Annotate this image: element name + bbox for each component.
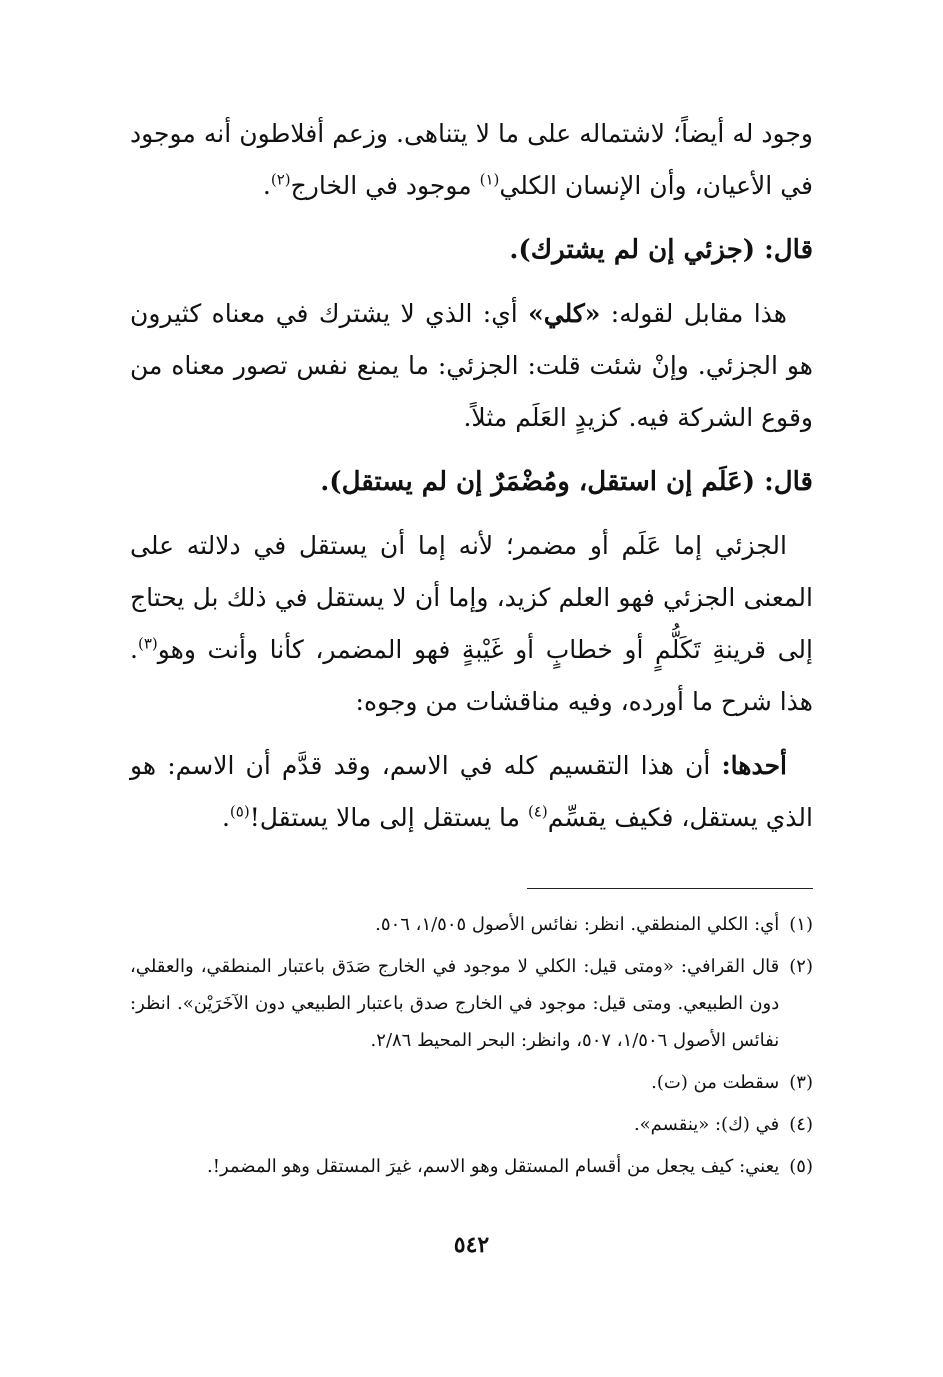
footnotes-block [130, 906, 813, 1190]
footnote-ref-1: (١) [479, 170, 500, 189]
footnote-text: قال القرافي: «ومتى قيل: الكلي لا موجود في الخارج صَدَق باعتبار المنطقي، والعقلي، دون الطبيعي. ومتى قيل: موجود في الخارج صدق باعتبار الطبيعي دون الآخَرَيْن». انظر: نفائس الأصول ١/٥٠٦، ٥٠٧، وانظر: البحر المحيط ٢/٨٦. [130, 956, 780, 1051]
footnote-4 [130, 1106, 813, 1143]
paragraph-4-text-b: ما يستقل إلى مالا يستقل! [249, 803, 528, 832]
paragraph-2-text-a: هذا مقابل لقوله: [600, 299, 787, 328]
paragraph-4-bold-lead: أحدها: [721, 751, 787, 780]
footnote-ref-2: (٢) [270, 170, 291, 189]
paragraph-2-text-b: أي: الذي لا يشترك في معناه كثيرون هو الجزئي. وإنْ شئت قلت: الجزئي: ما يمنع نفس تصور معناه من وقوع الشركة فيه. كزيدٍ العَلَم مثلاً. [130, 299, 813, 432]
footnote-1 [130, 906, 813, 943]
paragraph-2 [130, 288, 813, 444]
paragraph-4 [130, 740, 813, 844]
footnote-number: (١) [789, 914, 813, 935]
footnote-number: (٣) [789, 1072, 813, 1093]
paragraph-4-text-c: . [221, 803, 230, 832]
paragraph-1-text-b: موجود في الخارج [290, 171, 480, 200]
footnote-ref-4: (٤) [527, 802, 548, 821]
paragraph-2-bold-term: «كلي» [528, 299, 601, 328]
footnote-ref-5: (٥) [229, 802, 250, 821]
footnote-number: (٢) [789, 956, 813, 977]
main-text-block [130, 108, 813, 856]
footnote-text: سقطت من (ت). [651, 1072, 780, 1093]
footnote-number: (٤) [789, 1114, 813, 1135]
footnote-3 [130, 1064, 813, 1101]
footnote-ref-3: (٣) [137, 634, 158, 653]
paragraph-1-text-c: . [262, 171, 271, 200]
paragraph-3-text-a: الجزئي إما عَلَم أو مضمر؛ لأنه إما أن يستقل في دلالته على المعنى الجزئي فهو العلم كزيد، وإما أن لا يستقل في ذلك بل يحتاج إلى قرينةِ تَكَلُّمٍ أو خطابٍ أو غَيْبةٍ فهو المضمر، كأنا وأنت وهو [130, 531, 813, 664]
footnote-text: أي: الكلي المنطقي. انظر: نفائس الأصول ١/٥٠٥، ٥٠٦. [375, 914, 780, 935]
paragraph-3 [130, 520, 813, 728]
footnote-5 [130, 1148, 813, 1185]
footnote-separator [527, 888, 813, 889]
section-heading-1: قال: (جزئي إن لم يشترك). [509, 235, 813, 265]
paragraph-3-text-b: . هذا شرح ما أورده، وفيه مناقشات من وجوه: [130, 635, 813, 716]
paragraph-1 [130, 108, 813, 212]
page-number: ٥٤٢ [453, 1232, 490, 1258]
footnote-number: (٥) [789, 1156, 813, 1177]
paragraph-4-text-a: أن هذا التقسيم كله في الاسم، وقد قدَّم أن الاسم: هو الذي يستقل، فكيف يقسِّم [130, 751, 813, 832]
section-heading-2: قال: (عَلَم إن استقل، ومُضْمَرٌ إن لم يستقل). [320, 467, 813, 497]
paragraph-1-text-a: وجود له أيضاً؛ لاشتماله على ما لا يتناهى. وزعم أفلاطون أنه موجود في الأعيان، وأن الإنسان الكلي [130, 119, 813, 200]
footnote-text: يعني: كيف يجعل من أقسام المستقل وهو الاسم، غيرَ المستقل وهو المضمر!. [207, 1156, 780, 1177]
footnote-text: في (ك): «ينقسم». [633, 1114, 780, 1135]
footnote-2 [130, 948, 813, 1059]
